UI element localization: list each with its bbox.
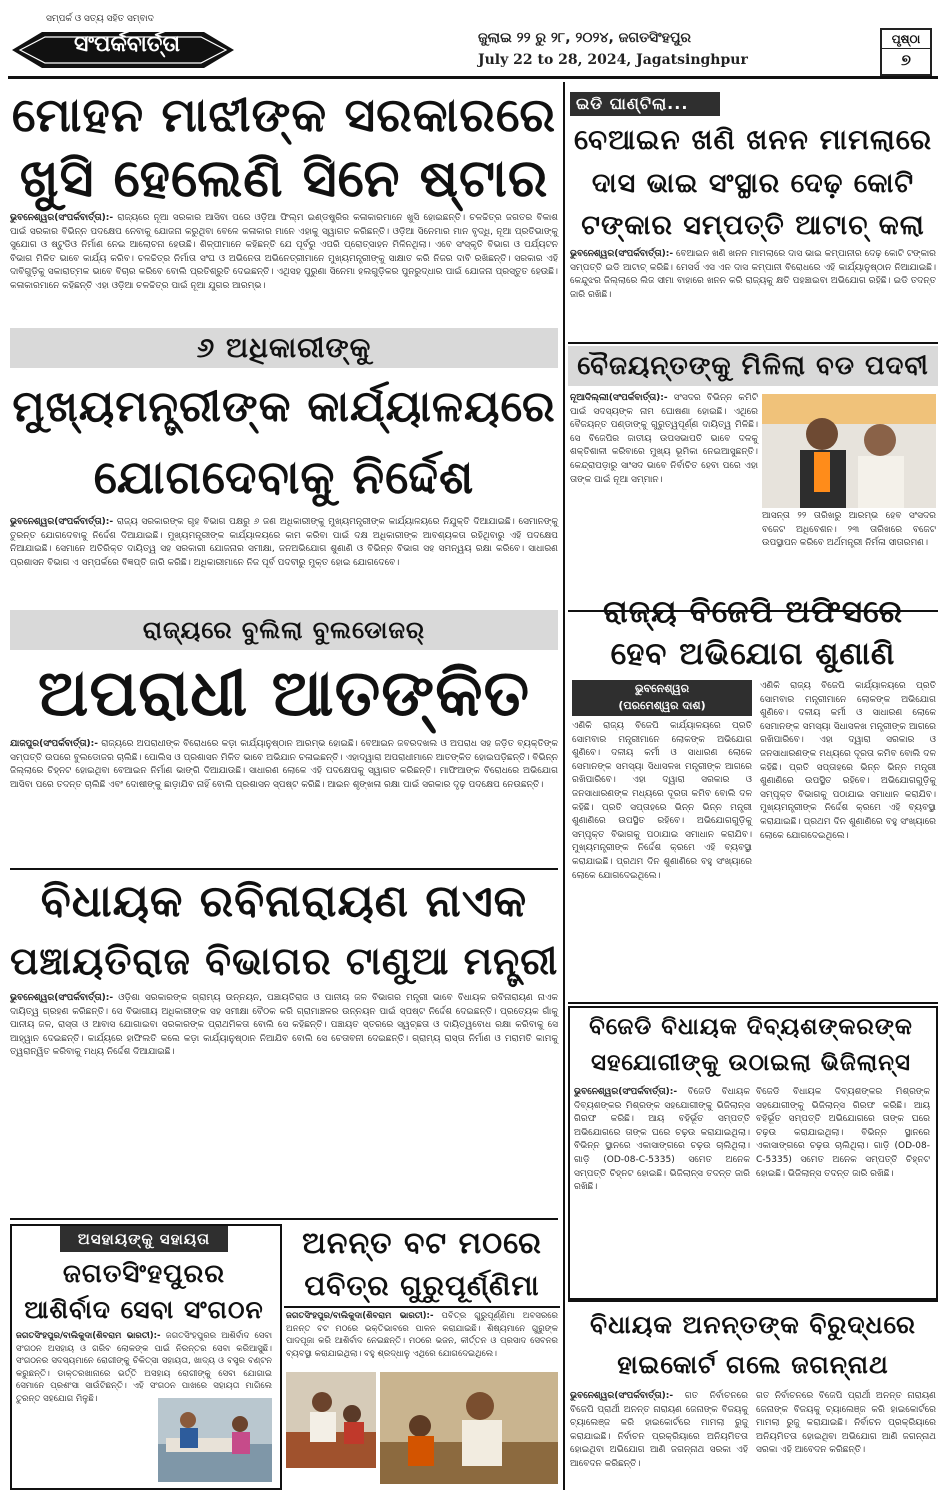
- story-cine-stars-body: [10, 212, 558, 324]
- story-baijayant-body-2: ଆସନ୍ତା ୨୨ ତାରିଖରୁ ଆରମ୍ଭ ହେବ ସଂସଦର ବଜେଟ ଅଧିବେଶନ। ୨୩ ତାରିଖରେ ବଜେଟ ଉପସ୍ଥାପନ କରିବେ ଅର୍ଥମନ୍ତ୍ରୀ ନିର୍ମଳା ସୀତାରମଣ।: [762, 511, 936, 549]
- headline-cine-stars-line1: ମୋହନ ମାଝୀଙ୍କ ସରକାରରେ: [11, 88, 557, 143]
- story-text: ବେଆଇନ ଖଣି ଖନନ ମାମଲାରେ ଦାସ ଭାଇ କମ୍ପାନୀର ଦେଢ଼ କୋଟି ଟଙ୍କାର ସମ୍ପତ୍ତି ଇଡି ଆଟାଚ୍ କରିଛି। ମେସର୍ସ ଏସ ଏନ ଦାସ କମ୍ପାନୀ ବିରୋଧରେ ଏହି କାର୍ଯ୍ୟାନୁଷ୍ଠାନ ନିଆଯାଇଛି। କେନ୍ଦୁଝର ଜିଲ୍ଲାରେ ଲିଜ ସୀମା ବାହାରେ ଖନନ କରି ରାଜ୍ୟକୁ କ୍ଷତି ପହଞ୍ଚାଇବା ଅଭିଯୋଗ ରହିଛି। ଇଡି ତଦନ୍ତ ଜାରି ରଖିଛି।: [570, 249, 936, 300]
- section-rule: [10, 1218, 558, 1220]
- dateline-box: [572, 680, 752, 716]
- headline-vigilance-line2: ସହଯୋଗୀଙ୍କୁ ଉଠାଇଲା ଭିଜିଲାନ୍ସ: [590, 1050, 912, 1076]
- headline-highcourt-line1: ବିଧାୟକ ଅନନ୍ତଙ୍କ ବିରୁଦ୍ଧରେ: [590, 1310, 916, 1339]
- dateline-place: ଭୁବନେଶ୍ୱର: [634, 682, 690, 695]
- story-byline: ଭୁବନେଶ୍ୱର(ସଂପର୍କବାର୍ତ୍ତା):-: [570, 249, 674, 259]
- headline-bjp-office-line2: ହେବ ଅଭିଯୋଗ ଶୁଣାଣି: [610, 636, 896, 672]
- leaders-greeting-icon: [762, 394, 936, 508]
- masthead-title: ସଂପର୍କବାର୍ତ୍ତା: [74, 32, 180, 57]
- guru-blessing-icon: [380, 1372, 558, 1484]
- headline-highcourt-line2: ହାଇକୋର୍ଟ ଗଲେ ଜଗନ୍ନାଥ: [617, 1350, 889, 1379]
- section-rule: [568, 1300, 938, 1302]
- headline-mining-line1: ବେଆଇନ ଖଣି ଖନନ ମାମଲାରେ: [573, 123, 933, 156]
- story-text: ବିଜେଡି ବିଧାୟକ ଦିବ୍ୟଶଙ୍କର ମିଶ୍ରଙ୍କ ସହଯୋଗୀଙ୍କୁ ଭିଜିଲାନ୍ସ ଗିରଫ କରିଛି। ଆୟ ବହିର୍ଭୂତ ସମ୍ପତ୍ତି ଅଭିଯୋଗରେ ତାଙ୍କ ଘରେ ଚଢ଼ଉ କରାଯାଇଥିଲା। ବିଭିନ୍ନ ସ୍ଥାନରେ ଏକାସାଙ୍ଗରେ ଚଢ଼ଉ ଚାଲିଥିଲା। ଗାଡ଼ି (OD-08-C-5335) ସମେତ ଅନେକ ସମ୍ପତ୍ତି ଚିହ୍ନଟ ହୋଇଛି। ଭିଜିଲାନ୍ସ ତଦନ୍ତ ଜାରି ରଖିଛି।: [574, 1087, 750, 1193]
- dateline-author: (ପରମେଶ୍ୱର ଦାଶ): [618, 699, 706, 712]
- kicker-six-officers: ୬ ଅଧିକାରୀଙ୍କୁ: [196, 331, 372, 364]
- story-bjp-office-body: ଏଣିକି ରାଜ୍ୟ ବିଜେପି କାର୍ଯ୍ୟାଳୟରେ ପ୍ରତି ସୋମବାର ମନ୍ତ୍ରୀମାନେ ଲୋକଙ୍କ ଅଭିଯୋଗ ଶୁଣିବେ। ଦଳୀୟ କର୍ମୀ ଓ ସାଧାରଣ ଲୋକେ ସେମାନଙ୍କ ସମସ୍ୟା ସିଧାସଳଖ ମନ୍ତ୍ରୀଙ୍କ ଆଗରେ ରଖିପାରିବେ। ଏହା ଦ୍ୱାରା ସରକାର ଓ ଜନସାଧାରଣଙ୍କ ମଧ୍ୟରେ ଦୂରତା କମିବ ବୋଲି ଦଳ କହିଛି। ପ୍ରତି ସପ୍ତାହରେ ଭିନ୍ନ ଭିନ୍ନ ମନ୍ତ୍ରୀ ଶୁଣାଣିରେ ଉପସ୍ଥିତ ରହିବେ। ଅଭିଯୋଗଗୁଡ଼ିକୁ ସମ୍ପୃକ୍ତ ବିଭାଗକୁ ପଠାଯାଇ ସମାଧାନ କରାଯିବ। ମୁଖ୍ୟମନ୍ତ୍ରୀଙ୍କ ନିର୍ଦ୍ଦେଶ କ୍ରମେ ଏହି ବ୍ୟବସ୍ଥା କରାଯାଇଛି। ପ୍ରଥମ ଦିନ ଶୁଣାଣିରେ ବହୁ ସଂଖ୍ୟାରେ ଲୋକେ ଯୋଗଦେଇଥିଲେ।: [572, 721, 752, 881]
- story-cmo-body: [10, 516, 558, 602]
- story-bulldozer-body: [10, 738, 558, 864]
- story-byline: ଭୁବନେଶ୍ୱର(ସଂପର୍କବାର୍ତ୍ତା):-: [574, 1087, 678, 1097]
- section-rule: [284, 1306, 560, 1308]
- section-rule: [10, 868, 558, 870]
- devotee-scene-icon: [286, 1372, 376, 1468]
- page-number-box: [880, 28, 932, 76]
- story-aashirbad-body: [16, 1330, 273, 1404]
- masthead-rule: [8, 76, 938, 79]
- headline-rabinarayan-line1: ବିଧାୟକ ରବିନାରାୟଣ ନାଏକ: [40, 876, 528, 927]
- story-text: ଓଡ଼ିଶା ସରକାରଙ୍କ ଗ୍ରାମ୍ୟ ଉନ୍ନୟନ, ପଞ୍ଚାୟତିରାଜ ଓ ପାନୀୟ ଜଳ ବିଭାଗର ମନ୍ତ୍ରୀ ଭାବେ ବିଧାୟକ ରବିନାରାୟଣ ନାଏକ ଦାୟିତ୍ୱ ଗ୍ରହଣ କରିଛନ୍ତି। ସେ ବିଭାଗୀୟ ଅଧିକାରୀଙ୍କ ସହ ସମୀକ୍ଷା ବୈଠକ କରି ଗ୍ରାମାଞ୍ଚଳର ଉନ୍ନୟନ ପାଇଁ ସ୍ପଷ୍ଟ ନିର୍ଦ୍ଦେଶ ଦେଇଛନ୍ତି। ପ୍ରତ୍ୟେକ ଗାଁକୁ ପାନୀୟ ଜଳ, ରାସ୍ତା ଓ ଆବାସ ଯୋଗାଇବା ସରକାରଙ୍କ ପ୍ରାଥମିକତା ବୋଲି ସେ କହିଛନ୍ତି। ପଞ୍ଚାୟତ ସ୍ତରରେ ସ୍ୱଚ୍ଛତା ଓ ଦାୟିତ୍ୱବୋଧ ରକ୍ଷା କରିବାକୁ ସେ ଆହ୍ୱାନ ଦେଇଛନ୍ତି। କାର୍ଯ୍ୟରେ ହାଫିଲତି କଲେ କଡ଼ା କାର୍ଯ୍ୟାନୁଷ୍ଠାନ ନିଆଯିବ ବୋଲି ସେ ଚେତାବନୀ ଦେଇଛନ୍ତି। ଗ୍ରାମ୍ୟ ରାସ୍ତା ନିର୍ମାଣ ଓ ମରାମତି କାମକୁ ତ୍ୱରାନ୍ୱିତ କରିବାକୁ ମଧ୍ୟ ନିର୍ଦ୍ଦେଶ ଦିଆଯାଇଛି।: [10, 993, 558, 1058]
- section-rule: [568, 1002, 938, 1004]
- story-vigilance-body: [574, 1086, 750, 1290]
- story-highcourt-body-2: ଗତ ନିର୍ବାଚନରେ ବିଜେପି ପ୍ରାର୍ଥୀ ଅନନ୍ତ ନାରାୟଣ ଜେନାଙ୍କ ବିଜୟକୁ ଚ୍ୟାଲେଞ୍ଜ କରି ହାଇକୋର୍ଟରେ ମାମଲା ରୁଜୁ କରାଯାଇଛି। ନିର୍ବାଚନ ପ୍ରକ୍ରିୟାରେ ଅନିୟମିତତା ହୋଇଥିବା ଅଭିଯୋଗ ଆଣି ଜଗନ୍ନାଥ ସରକା ଏହି ଆବେଦନ କରିଛନ୍ତି।: [756, 1391, 936, 1456]
- story-text: ଜଗତସିଂହପୁରର ଆଶିର୍ବାଦ ସେବା ସଂଗଠନ ଅସହାୟ ଓ ଗରିବ ଲୋକଙ୍କ ପାଇଁ ନିରନ୍ତର ସେବା କରିଆସୁଛି। ସଂଗଠନର ସଦସ୍ୟମାନେ ରୋଗୀଙ୍କୁ ଚିକିତ୍ସା ସହାୟତା, ଖାଦ୍ୟ ଓ ବସ୍ତ୍ର ବଣ୍ଟନ କରୁଛନ୍ତି। ଡାକ୍ତରଖାନାରେ ଭର୍ତ୍ତି ଅସହାୟ ରୋଗୀଙ୍କୁ ସେବା ଯୋଗାଇ ସେମାନେ ପ୍ରଶଂସା ସାଉଁଟିଛନ୍ତି। ଏହି ସଂଗଠନ ପାଖରେ ସହାୟତା ମାଗିଲେ ତୁରନ୍ତ ସହଯୋଗ ମିଳୁଛି।: [16, 1331, 273, 1404]
- hospital-scene-icon: [158, 1398, 272, 1482]
- section-rule: [568, 342, 938, 344]
- story-text: ରାଜ୍ୟରେ ଅପରାଧୀଙ୍କ ବିରୋଧରେ କଡ଼ା କାର୍ଯ୍ୟାନୁଷ୍ଠାନ ଆରମ୍ଭ ହୋଇଛି। ବେଆଇନ ଜବରଦଖଲ ଓ ଅପରାଧ ସହ ଜଡ଼ିତ ବ୍ୟକ୍ତିଙ୍କ ସମ୍ପତ୍ତି ଉପରେ ବୁଲଡୋଜର ଚାଲିଛି। ପୋଲିସ ଓ ପ୍ରଶାସନ ମିଳିତ ଭାବେ ଅଭିଯାନ ଚଳାଇଛନ୍ତି। ଏହାଦ୍ୱାରା ଅପରାଧୀମାନେ ଆତଙ୍କିତ ହୋଇପଡ଼ିଛନ୍ତି। ବିଭିନ୍ନ ଜିଲ୍ଲାରେ ଚିହ୍ନଟ ହୋଇଥିବା ବେଆଇନ ନିର୍ମାଣ ଭାଙ୍ଗି ଦିଆଯାଉଛି। ସାଧାରଣ ଲୋକେ ଏହି ପଦକ୍ଷେପକୁ ସ୍ୱାଗତ କରିଛନ୍ତି। ମାଫିଆଙ୍କ ବିରୋଧରେ ଅଭିଯୋଗ ଆସିବା ପରେ ତଦନ୍ତ ଚାଲିଛି ଏବଂ ଦୋଷୀଙ୍କୁ ଛାଡ଼ାଯିବ ନାହିଁ ବୋଲି ପ୍ରଶାସନ ସ୍ପଷ୍ଟ କରିଛି। ଆଇନ ଶୃଙ୍ଖଳା ରକ୍ଷା ପାଇଁ ସରକାର ଦୃଢ଼ ପଦକ୍ଷେପ ନେଉଛନ୍ତି।: [10, 739, 558, 790]
- story-byline: ଭୁବନେଶ୍ୱର(ସଂପର୍କବାର୍ତ୍ତା):-: [10, 213, 114, 223]
- hospital-photo: [158, 1398, 272, 1482]
- dateline-odia: ଜୁଲାଇ ୨୨ ରୁ ୨୮, ୨୦୨୪, ଜଗତସିଂହପୁର: [478, 30, 692, 46]
- story-baijayant-body: [570, 392, 758, 606]
- headline-mining-line2: ଦାସ ଭାଇ ସଂସ୍ଥାର ଦେଢ଼ କୋଟି: [591, 168, 915, 199]
- gurupurnima-photo-small: [286, 1372, 376, 1468]
- gurupurnima-photo-large: [380, 1372, 558, 1484]
- story-byline: ଯାଜପୁର(ସଂପର୍କବାର୍ତ୍ତା):-: [10, 739, 98, 749]
- story-rabinarayan-body: [10, 992, 558, 1214]
- story-text: ରାଜ୍ୟରେ ନୂଆ ସରକାର ଆସିବା ପରେ ଓଡ଼ିଆ ଫିଲ୍ମ ଇଣ୍ଡଷ୍ଟ୍ରିର କଳାକାରମାନେ ଖୁସି ହୋଇଛନ୍ତି। ଚଳଚ୍ଚିତ୍ର ଜଗତର ବିକାଶ ପାଇଁ ସରକାର ବିଭିନ୍ନ ପଦକ୍ଷେପ ନେବାକୁ ଯୋଜନା କରୁଥିବା ବେଳେ କଳାକାର ମାନେ ଏହାକୁ ସ୍ୱାଗତ କରିଛନ୍ତି। ଓଡ଼ିଆ ସିନେମାର ମାନ ବୃଦ୍ଧି, ନୂଆ ପ୍ରତିଭାଙ୍କୁ ସୁଯୋଗ ଓ ଷ୍ଟୁଡିଓ ନିର୍ମାଣ ନେଇ ଆଲୋଚନା ହେଉଛି। ଶିଳ୍ପୀମାନେ କହିଛନ୍ତି ଯେ ପୂର୍ବରୁ ଏପରି ପ୍ରୋତ୍ସାହନ ମିଳିନଥିଲା। ଏବେ ସଂସ୍କୃତି ବିଭାଗ ଓ ପର୍ଯ୍ୟଟନ ବିଭାଗ ମିଳିତ ଭାବେ କାର୍ଯ୍ୟ କରିବ। ଚଳଚ୍ଚିତ୍ର ନିର୍ମାତା ସଂଘ ଓ ଅଭିନେତା ଅଭିନେତ୍ରୀମାନେ ମୁଖ୍ୟମନ୍ତ୍ରୀଙ୍କୁ ସାକ୍ଷାତ କରି ନିଜର ଦାବି ରଖିଛନ୍ତି। ସରକାର ଏହି ଦାବିଗୁଡ଼ିକୁ ସକାରାତ୍ମକ ଭାବେ ବିଚାର କରିବେ ବୋଲି ପ୍ରତିଶ୍ରୁତି ଦେଇଛନ୍ତି। ଏଥିସହ ପୁରୁଣା ସିନେମା ହଲଗୁଡ଼ିକର ପୁନରୁଦ୍ଧାର ପାଇଁ ଯୋଜନା ପ୍ରସ୍ତୁତ ହେଉଛି। କଳାକାରମାନେ କହିଛନ୍ତି ଏହା ଓଡ଼ିଆ ଚଳଚ୍ଚିତ୍ର ପାଇଁ ନୂଆ ଯୁଗର ଆରମ୍ଭ।: [10, 213, 558, 291]
- page-label: ପୃଷ୍ଠା: [882, 30, 930, 49]
- headline-mining-line3: ଟଙ୍କାର ସମ୍ପତ୍ତି ଆଟାଚ୍ କଲା: [581, 210, 925, 241]
- headline-cine-stars-line2: ଖୁସି ହେଲେଣି ସିନେ ଷ୍ଟାର: [19, 149, 549, 209]
- story-text: ରାଜ୍ୟ ସରକାରଙ୍କ ଗୃହ ବିଭାଗ ପକ୍ଷରୁ ୬ ଜଣ ଅଧିକାରୀଙ୍କୁ ମୁଖ୍ୟମନ୍ତ୍ରୀଙ୍କ କାର୍ଯ୍ୟାଳୟରେ ନିଯୁକ୍ତି ଦିଆଯାଇଛି। ସେମାନଙ୍କୁ ତୁରନ୍ତ ଯୋଗଦେବାକୁ ନିର୍ଦ୍ଦେଶ ଦିଆଯାଇଛି। ମୁଖ୍ୟମନ୍ତ୍ରୀଙ୍କ କାର୍ଯ୍ୟାଳୟରେ କାମ କରିବା ପାଇଁ ଦକ୍ଷ ଅଧିକାରୀଙ୍କ ଆବଶ୍ୟକତା ରହିଥିବାରୁ ଏହି ପଦକ୍ଷେପ ନିଆଯାଇଛି। ସେମାନେ ଅତିରିକ୍ତ ଦାୟିତ୍ୱ ସହ ସରକାରୀ ଯୋଜନାର ସମୀକ୍ଷା, ଜନଅଭିଯୋଗ ଶୁଣାଣି ଓ ବିଭିନ୍ନ ବିଭାଗ ସହ ସମନ୍ୱୟ ରକ୍ଷା କରିବେ। ସାଧାରଣ ପ୍ରଶାସନ ବିଭାଗ ଏ ସମ୍ପର୍କରେ ବିଜ୍ଞପ୍ତି ଜାରି କରିଛି। ଅଧିକାରୀମାନେ ନିଜ ପୂର୍ବ ପଦବୀରୁ ମୁକ୍ତ ହୋଇ ଯୋଗଦେବେ।: [10, 517, 558, 568]
- story-highcourt-body: [570, 1390, 748, 1486]
- column-divider: [563, 82, 565, 1490]
- story-byline: ନୂଆଦିଲ୍ଲୀ(ସଂପର୍କବାର୍ତ୍ତା):-: [570, 393, 668, 403]
- story-bjp-office-body-2: ଏଣିକି ରାଜ୍ୟ ବିଜେପି କାର୍ଯ୍ୟାଳୟରେ ପ୍ରତି ସୋମବାର ମନ୍ତ୍ରୀମାନେ ଲୋକଙ୍କ ଅଭିଯୋଗ ଶୁଣିବେ। ଦଳୀୟ କର୍ମୀ ଓ ସାଧାରଣ ଲୋକେ ସେମାନଙ୍କ ସମସ୍ୟା ସିଧାସଳଖ ମନ୍ତ୍ରୀଙ୍କ ଆଗରେ ରଖିପାରିବେ। ଏହା ଦ୍ୱାରା ସରକାର ଓ ଜନସାଧାରଣଙ୍କ ମଧ୍ୟରେ ଦୂରତା କମିବ ବୋଲି ଦଳ କହିଛି। ପ୍ରତି ସପ୍ତାହରେ ଭିନ୍ନ ଭିନ୍ନ ମନ୍ତ୍ରୀ ଶୁଣାଣିରେ ଉପସ୍ଥିତ ରହିବେ। ଅଭିଯୋଗଗୁଡ଼ିକୁ ସମ୍ପୃକ୍ତ ବିଭାଗକୁ ପଠାଯାଇ ସମାଧାନ କରାଯିବ। ମୁଖ୍ୟମନ୍ତ୍ରୀଙ୍କ ନିର୍ଦ୍ଦେଶ କ୍ରମେ ଏହି ବ୍ୟବସ୍ଥା କରାଯାଇଛି। ପ୍ରଥମ ଦିନ ଶୁଣାଣିରେ ବହୁ ସଂଖ୍ୟାରେ ଲୋକେ ଯୋଗଦେଇଥିଲେ।: [760, 681, 936, 841]
- story-mining-body: [570, 248, 936, 338]
- kicker-ed-probe: ଇଡି ଘାଣ୍ଟିଲା...: [576, 94, 689, 113]
- story-byline: ଭୁବନେଶ୍ୱର(ସଂପର୍କବାର୍ତ୍ତା):-: [10, 993, 114, 1003]
- headline-gurupurnima-line2: ପବିତ୍ର ଗୁରୁପୂର୍ଣ୍ଣିମା: [304, 1269, 540, 1302]
- headline-cmo-line1: ମୁଖ୍ୟମନ୍ତ୍ରୀଙ୍କ କାର୍ଯ୍ୟାଳୟରେ: [12, 382, 556, 432]
- dateline-english: July 22 to 28, 2024, Jagatsinghpur: [478, 52, 748, 68]
- headline-bjp-office-line1: ରାଜ୍ୟ ବିଜେପି ଅଫିସରେ: [603, 594, 903, 630]
- headline-cmo-line2: ଯୋଗଦେବାକୁ ନିର୍ଦ୍ଦେଶ: [93, 450, 475, 504]
- newspaper-logo: [12, 14, 234, 72]
- headline-aashirbad-line2: ଆଶିର୍ବାଦ ସେବା ସଂଗଠନ: [24, 1295, 264, 1324]
- masthead: [0, 0, 945, 76]
- headline-criminals-terrified: ଅପରାଧୀ ଆତଙ୍କିତ: [37, 657, 531, 731]
- page-number: ୭: [901, 50, 911, 69]
- headline-rabinarayan-line2: ପଞ୍ଚାୟତିରାଜ ବିଭାଗର ଟାଣୁଆ ମନ୍ତ୍ରୀ: [10, 939, 559, 983]
- headline-baijayant: ବୈଜୟନ୍ତଙ୍କୁ ମିଳିଲା ବଡ ପଦବୀ: [577, 351, 929, 381]
- headline-aashirbad-line1: ଜଗତସିଂହପୁରର: [62, 1259, 226, 1289]
- story-text: ସଂସଦର ବିଭିନ୍ନ କମିଟି ପାଇଁ ସଦସ୍ୟଙ୍କ ନାମ ଘୋଷଣା ହୋଇଛି। ଏଥିରେ ବୈଜୟନ୍ତ ପଣ୍ଡାଙ୍କୁ ଗୁରୁତ୍ୱପୂର୍ଣ୍ଣ ଦାୟିତ୍ୱ ମିଳିଛି। ସେ ବିଜେପିର ଜାତୀୟ ଉପସଭାପତି ଭାବେ ଦଳକୁ ଶକ୍ତିଶାଳୀ କରିବାରେ ମୁଖ୍ୟ ଭୂମିକା ନେଇଆସୁଛନ୍ତି। କେନ୍ଦ୍ରାପଡ଼ାରୁ ସାଂସଦ ଭାବେ ନିର୍ବାଚିତ ହେବା ପରେ ଏହା ତାଙ୍କ ପାଇଁ ନୂଆ ସମ୍ମାନ।: [570, 393, 758, 485]
- story-text: ପବିତ୍ର ଗୁରୁପୂର୍ଣ୍ଣିମା ଅବସରରେ ଅନନ୍ତ ବଟ ମଠରେ ଭକ୍ତିଭାବରେ ପାଳନ କରାଯାଇଛି। ଶିଷ୍ୟମାନେ ଗୁରୁଙ୍କ ପାଦପୂଜା କରି ଆଶିର୍ବାଦ ନେଇଛନ୍ତି। ମଠରେ ଭଜନ, କୀର୍ତ୍ତନ ଓ ପ୍ରସାଦ ସେବନର ବ୍ୟବସ୍ଥା କରାଯାଇଥିଲା। ବହୁ ଶ୍ରଦ୍ଧାଳୁ ଏଥିରେ ଯୋଗଦେଇଥିଲେ।: [286, 1311, 558, 1359]
- story-byline: ଜଗତସିଂହପୁର/ବାଲିକୁଦା(ଶିବରାମ ଭାରତୀ):-: [286, 1311, 434, 1321]
- headline-vigilance-line1: ବିଜେଡି ବିଧାୟକ ଦିବ୍ୟଶଙ୍କରଙ୍କ: [589, 1014, 913, 1040]
- story-byline: ଜଗତସିଂହପୁର/ବାଲିକୁଦା(ଶିବରାମ ଭାରତୀ):-: [16, 1331, 161, 1341]
- story-byline: ଭୁବନେଶ୍ୱର(ସଂପର୍କବାର୍ତ୍ତା):-: [570, 1391, 674, 1401]
- story-text: ଗତ ନିର୍ବାଚନରେ ବିଜେପି ପ୍ରାର୍ଥୀ ଅନନ୍ତ ନାରାୟଣ ଜେନାଙ୍କ ବିଜୟକୁ ଚ୍ୟାଲେଞ୍ଜ କରି ହାଇକୋର୍ଟରେ ମାମଲା ରୁଜୁ କରାଯାଇଛି। ନିର୍ବାଚନ ପ୍ରକ୍ରିୟାରେ ଅନିୟମିତତା ହୋଇଥିବା ଅଭିଯୋଗ ଆଣି ଜଗନ୍ନାଥ ସରକା ଏହି ଆବେଦନ କରିଛନ୍ତି।: [570, 1391, 748, 1469]
- story-byline: ଭୁବନେଶ୍ୱର(ସଂପର୍କବାର୍ତ୍ତା):-: [10, 517, 114, 527]
- baijayant-photo: [762, 394, 936, 508]
- kicker-bulldozer: ରାଜ୍ୟରେ ବୁଲିଲା ବୁଲଡୋଜର୍: [142, 616, 426, 644]
- kicker-help-destitute: ଅସହାୟଙ୍କୁ ସହାୟତା: [77, 1230, 211, 1248]
- masthead-tagline: ସମ୍ପର୍କ ଓ ସତ୍ୟ ସହିତ ସମ୍ବାଦ: [46, 14, 154, 24]
- headline-gurupurnima-line1: ଅନନ୍ତ ବଟ ମଠରେ: [302, 1226, 542, 1261]
- story-vigilance-body-2: ବିଜେଡି ବିଧାୟକ ଦିବ୍ୟଶଙ୍କର ମିଶ୍ରଙ୍କ ସହଯୋଗୀଙ୍କୁ ଭିଜିଲାନ୍ସ ଗିରଫ କରିଛି। ଆୟ ବହିର୍ଭୂତ ସମ୍ପତ୍ତି ଅଭିଯୋଗରେ ତାଙ୍କ ଘରେ ଚଢ଼ଉ କରାଯାଇଥିଲା। ବିଭିନ୍ନ ସ୍ଥାନରେ ଏକାସାଙ୍ଗରେ ଚଢ଼ଉ ଚାଲିଥିଲା। ଗାଡ଼ି (OD-08-C-5335) ସମେତ ଅନେକ ସମ୍ପତ୍ତି ଚିହ୍ନଟ ହୋଇଛି। ଭିଜିଲାନ୍ସ ତଦନ୍ତ ଜାରି ରଖିଛି।: [756, 1087, 930, 1179]
